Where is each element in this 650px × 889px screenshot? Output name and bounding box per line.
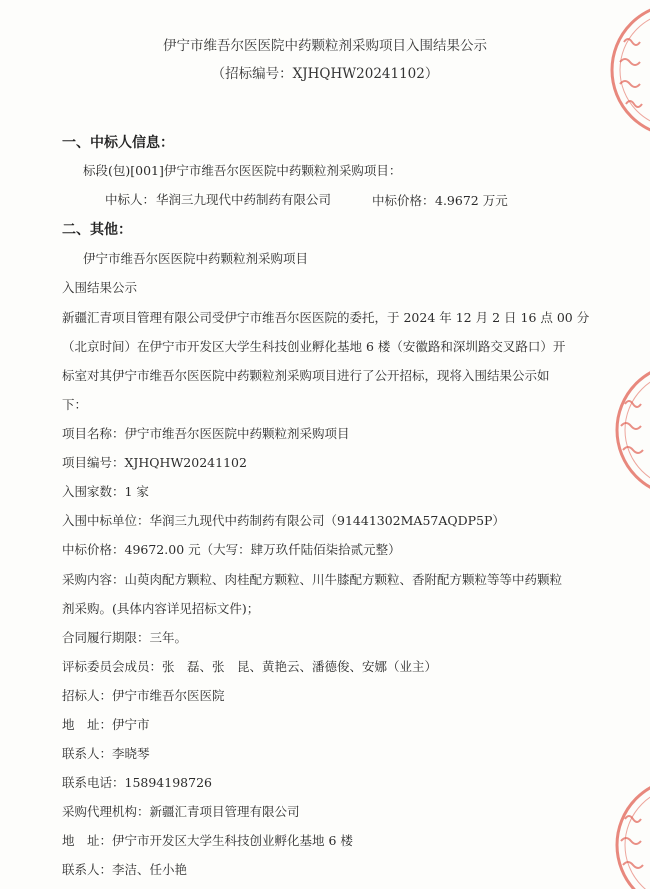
lot-line: 标段(包)[001]伊宁市维吾尔医医院中药颗粒剂采购项目： [83,163,402,178]
field-shortlist-count: 入围家数：1 家 [62,484,149,499]
price-value: 4.9672 万元 [435,193,508,208]
notice-title: 入围结果公示 [62,280,138,295]
intro-line: 新疆汇青项目管理有限公司受伊宁市维吾尔医医院的委托，于 2024 年 12 月 2 日 16 点 00 分 [62,310,590,325]
field-tenderer-phone: 联系电话：15894198726 [62,775,212,790]
field-project-name: 项目名称：伊宁市维吾尔医医院中药颗粒剂采购项目 [62,426,350,441]
section2-heading: 二、其他： [62,222,132,238]
winner-name: 华润三九现代中药制药有限公司 [156,192,332,207]
field-procurement-content: 采购内容：山萸肉配方颗粒、肉桂配方颗粒、川牛膝配方颗粒、香附配方颗粒等等中药颗粒 [62,572,563,587]
intro-line: 下： [62,397,88,412]
field-project-number: 项目编号：XJHQHW20241102 [62,455,247,470]
field-committee: 评标委员会成员：张 磊、张 昆、黄艳云、潘德俊、安娜（业主） [62,659,438,674]
red-seal-bottom [605,775,650,889]
red-seal-middle [605,360,650,500]
field-agency-contact: 联系人：李洁、任小艳 [62,862,188,877]
intro-line: 标室对其伊宁市维吾尔医医院中药颗粒剂采购项目进行了公开招标，现将入围结果公示如 [62,368,550,383]
field-tenderer-address: 地 址：伊宁市 [62,717,150,732]
tender-number: （招标编号：XJHQHW20241102） [211,66,439,82]
intro-line: （北京时间）在伊宁市开发区大学生科技创业孵化基地 6 楼（安徽路和深圳路交叉路口）开 [62,339,566,354]
red-seal-top [600,0,650,140]
field-contract-term: 合同履行期限：三年。 [62,630,188,645]
field-agency-address: 地 址：伊宁市开发区大学生科技创业孵化基地 6 楼 [62,833,353,848]
page-title: 伊宁市维吾尔医医院中药颗粒剂采购项目入围结果公示 [163,38,487,54]
project-title: 伊宁市维吾尔医医院中药颗粒剂采购项目 [83,251,309,266]
field-tenderer-contact: 联系人：李晓琴 [62,746,150,761]
winner-label: 中标人： [105,192,156,207]
section1-heading: 一、中标人信息： [62,135,174,151]
field-agency: 采购代理机构：新疆汇青项目管理有限公司 [62,804,300,819]
price-label: 中标价格： [372,193,435,208]
field-tenderer: 招标人：伊宁市维吾尔医医院 [62,688,225,703]
field-procurement-content-cont: 剂采购。(具体内容详见招标文件)； [62,601,260,616]
field-bid-price: 中标价格：49672.00 元（大写：肆万玖仟陆佰柒拾贰元整） [62,542,401,557]
field-shortlisted-unit: 入围中标单位：华润三九现代中药制药有限公司（91441302MA57AQDP5P） [62,513,505,528]
